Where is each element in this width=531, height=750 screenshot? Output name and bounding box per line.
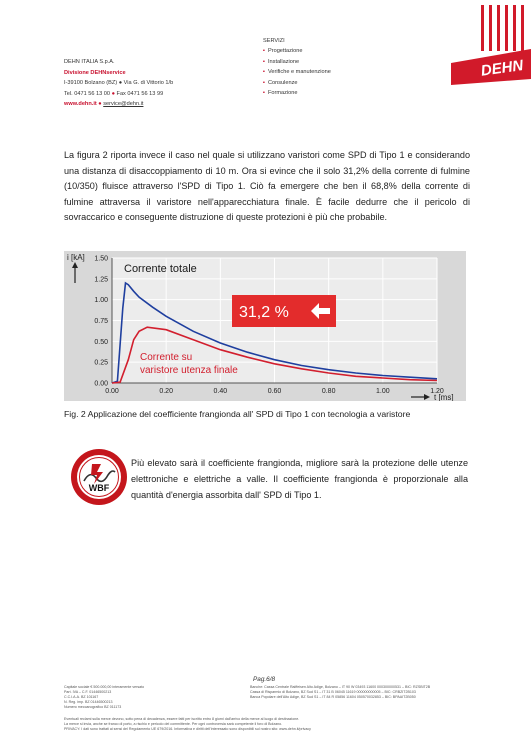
x-tick-label: 1.20: [430, 388, 444, 395]
logo-text: DEHN: [479, 57, 525, 80]
footer-line: PRIVACY: I dati sono trattati ai sensi del Regolamento UE 679/2016. Informativa e diritti dell'interessato sono disponibili sul nostro sito: www.dehn.it/privacy: [64, 727, 311, 731]
email-link[interactable]: service@dehn.it: [103, 101, 144, 108]
y-axis-label: i [kA]: [67, 253, 85, 262]
separator-dot: ●: [98, 101, 104, 108]
service-item: ▪ Progettazione: [263, 46, 331, 56]
contact-web: [64, 99, 173, 110]
y-tick-label: 0.75: [94, 318, 108, 325]
footer-line: Capitale sociale € 500.000,00 interamente versato: [64, 685, 145, 689]
company-info: [64, 57, 173, 110]
x-tick-label: 1.00: [376, 388, 390, 395]
services-list: [263, 36, 331, 98]
annotation-varistor-line2: varistore utenza finale: [140, 365, 238, 376]
footer-line: Banche: Cassa Centrale Raiffeisen Alto Adige, Bolzano – IT 90 W 03493 11600 000300000531 – BIC: RZSBIT2B: [250, 685, 431, 689]
paragraph-conclusion: Più elevato sarà il coefficiente frangionda, migliore sarà la protezione delle utenze elettroniche e elettriche a valle. Il coefficiente frangionda è proporzionale alla quantità d'energia assorbita dall' SPD di Tipo 1.: [131, 458, 468, 500]
x-tick-label: 0.60: [267, 388, 282, 395]
footer-line: Eventuali reclami sulla merce devono, sotto pena di decadenza, essere fatti per iscritto entro 8 giorni dall'arrivo della merce al luogo di destinazione.: [64, 717, 300, 721]
y-tick-label: 0.25: [94, 359, 108, 367]
footer-line: Cassa di Risparmio di Bolzano, BZ Sud S1 – IT 31 B 06045 11619 000000000005 – BIC: CRBZIT2B103: [250, 690, 416, 694]
page-number: Pag.6/8: [253, 676, 276, 683]
x-tick-label: 0.20: [159, 388, 173, 395]
footer-terms: [64, 717, 311, 732]
y-tick-label: 0.50: [94, 338, 108, 346]
y-tick-label: 1.00: [94, 297, 108, 305]
website-link[interactable]: www.dehn.it: [64, 101, 97, 108]
footer-line: N. Reg. imp. BZ 01446500213: [64, 700, 113, 704]
company-address: I-39100 Bolzano (BZ) ● Via G. di Vittorio 1/b: [64, 80, 174, 87]
x-tick-label: 0.00: [105, 388, 119, 395]
footer-bank-details: [250, 685, 430, 700]
paragraph-intro: La figura 2 riporta invece il caso nel quale si utilizzano varistori come SPD di Tipo 1 e considerando una distanza di disaccoppiamento di 10 m. Ora si evince che il solo 31,2% della corrente di fulmine (10/350) fluisce attraverso l'SPD di Tipo 1. Ciò fa emergere che ben il 68,8% della corrente di fulmine attraversa il varistore nell'apparecchiatura finale. È facile dedurre che il pericolo di sovraccarico e conseguente distruzione di queste protezioni è più che probabile.: [64, 150, 470, 223]
y-tick-label: 1.25: [94, 276, 108, 284]
percent-badge-text: 31,2 %: [239, 304, 289, 321]
y-tick-label: 1.50: [94, 255, 108, 263]
separator-dot: ●: [111, 90, 117, 97]
wbf-label: WBF: [88, 483, 110, 493]
x-tick-label: 0.40: [213, 388, 228, 395]
footer-line: Part. IVA – C.F. 01446500213: [64, 690, 112, 694]
current-chart: [64, 251, 466, 401]
service-item: ▪ Formazione: [263, 88, 331, 98]
service-item: ▪ Installazione: [263, 57, 331, 67]
footer-company-details: [64, 685, 144, 710]
company-name: DEHN ITALIA S.p.A.: [64, 59, 115, 65]
division-name: Divisione DEHNservice: [64, 69, 126, 76]
dehn-logo: [437, 5, 531, 91]
footer-line: Numero meccanografico BZ 011173: [64, 705, 122, 709]
x-axis-label: t [ms]: [434, 393, 454, 401]
x-tick-label: 0.80: [321, 388, 336, 395]
footer-line: Banca Popolare dell'Alto Adige, BZ Sud S1 – IT 84 R 05856 11604 050570032853 – BIC: BPAAIT2B050: [250, 695, 416, 699]
services-title: SERVIZI: [263, 38, 285, 44]
service-item: ▪ Consulenze: [263, 78, 331, 88]
annotation-varistor-line1: Corrente su: [140, 352, 193, 363]
footer-line: La merce si invia, anche se franco di porto, a rischio e pericolo del committente. Per ogni controversia sarà competente il foro di Bolzano.: [64, 722, 283, 726]
contact-phones: [64, 89, 173, 100]
y-tick-label: 0.00: [94, 380, 108, 388]
figure-caption: Fig. 2 Applicazione del coefficiente frangionda all' SPD di Tipo 1 con tecnologia a varistore: [64, 409, 411, 419]
fax-number: Fax 0471 56 13 99: [116, 90, 164, 97]
phone-number: Tel. 0471 56 13 00: [64, 90, 111, 97]
service-item: ▪ Verifiche e manutenzione: [263, 67, 331, 77]
footer-line: C.C.I.A.A. BZ 101167: [64, 695, 99, 699]
wbf-emblem-icon: [70, 448, 128, 506]
annotation-total-current: Corrente totale: [124, 263, 197, 275]
